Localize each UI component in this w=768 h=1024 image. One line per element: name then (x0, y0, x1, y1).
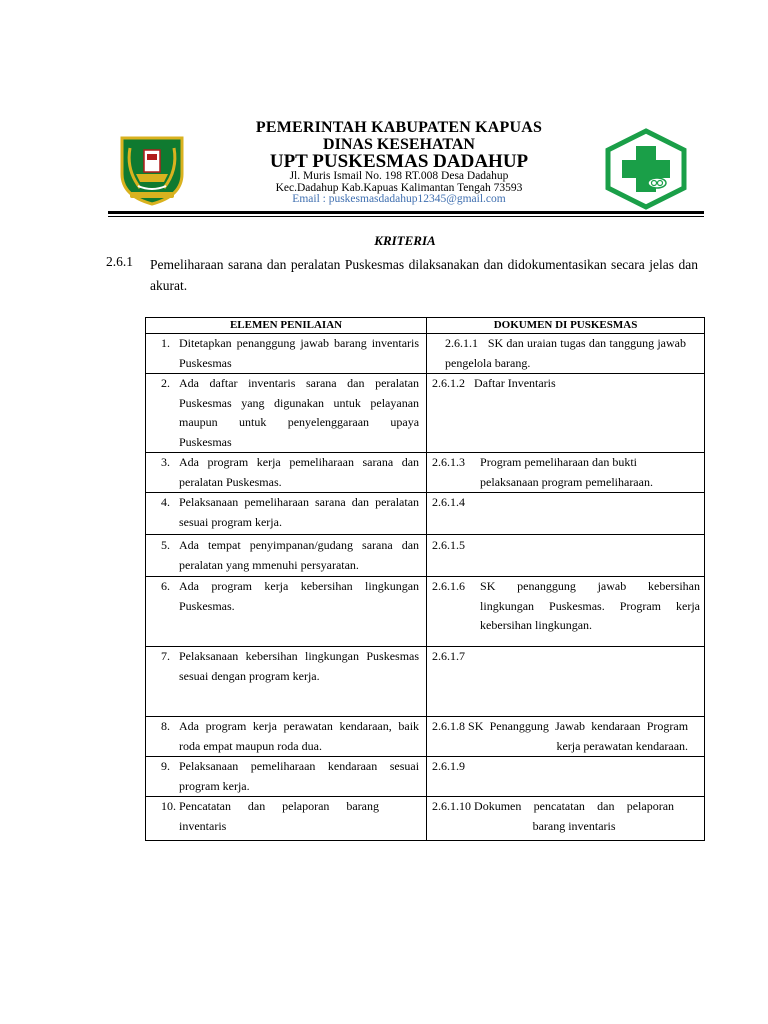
dokumen-code: 2.6.1.6 (432, 579, 466, 593)
table-row (146, 535, 705, 577)
section-title: KRITERIA (374, 233, 436, 248)
elemen-cell (146, 577, 427, 647)
table-row (146, 797, 705, 841)
row-number: 3. (161, 455, 170, 469)
dokumen-text: Dokumen pencatatan dan pelaporan barang inventaris (474, 799, 675, 833)
dokumen-code: 2.6.1.3 (432, 455, 466, 469)
elemen-cell (146, 757, 427, 797)
header-email[interactable]: Email : puskesmasdadahup12345@gmail.com (292, 193, 506, 205)
kabupaten-kapuas-emblem-icon (116, 130, 188, 206)
elemen-text: Ada tempat penyimpanan/gudang sarana dan peralatan yang mmenuhi persyaratan. (179, 538, 420, 572)
criterion-number: 2.6.1 (106, 254, 133, 269)
dokumen-text: SK Penanggung Jawab kendaraan Program kerja perawatan kendaraan. (468, 719, 689, 753)
elemen-cell (146, 535, 427, 577)
letterhead-rule-thin (108, 216, 704, 217)
table-row (146, 453, 705, 493)
dokumen-code: 2.6.1.9 (432, 759, 466, 773)
elemen-text: Ada program kerja pemeliharaan sarana dan peralatan Puskesmas. (179, 455, 420, 489)
dokumen-cell (427, 453, 705, 493)
header-address-line-1: Jl. Muris Ismail No. 198 RT.008 Desa Dadahup (289, 170, 509, 182)
elemen-text: Pelaksanaan kebersihan lingkungan Puskesmas sesuai dengan program kerja. (179, 649, 420, 683)
assessment-table (145, 317, 705, 841)
row-number: 7. (161, 649, 170, 663)
dokumen-code: 2.6.1.10 (432, 799, 472, 813)
dokumen-cell (427, 577, 705, 647)
row-number: 6. (161, 579, 170, 593)
elemen-cell (146, 797, 427, 841)
letterhead-rule-thick (108, 211, 704, 214)
table-row (146, 647, 705, 717)
elemen-text: Pelaksanaan pemeliharaan kendaraan sesuai program kerja. (179, 759, 420, 793)
elemen-cell (146, 374, 427, 453)
row-number: 5. (161, 538, 170, 552)
dokumen-text: SK penanggung jawab kebersihan lingkungan Puskesmas. Program kerja kebersihan lingkungan. (480, 579, 700, 632)
header-address-line-2: Kec.Dadahup Kab.Kapuas Kalimantan Tengah 73593 (275, 182, 523, 194)
dokumen-cell (427, 797, 705, 841)
row-number: 8. (161, 719, 170, 733)
dokumen-text: Daftar Inventaris (474, 376, 556, 390)
table-row (146, 717, 705, 757)
table-row (146, 577, 705, 647)
dokumen-cell (427, 334, 705, 374)
header-government: PEMERINTAH KABUPATEN KAPUAS (255, 119, 543, 136)
elemen-text: Ada daftar inventaris sarana dan peralatan Puskesmas yang digunakan untuk pelayanan maupun untuk penyelenggaraan upaya Puskesmas (179, 376, 420, 449)
table-row (146, 493, 705, 535)
dokumen-cell (427, 647, 705, 717)
elemen-cell (146, 493, 427, 535)
dokumen-code: 2.6.1.1 (445, 336, 479, 350)
dokumen-cell (427, 717, 705, 757)
header-puskesmas: UPT PUSKESMAS DADAHUP (269, 151, 529, 172)
header-agency: DINAS KESEHATAN (323, 136, 475, 153)
puskesmas-cross-logo-icon (604, 128, 688, 210)
row-number: 10. (161, 799, 176, 813)
dokumen-code: 2.6.1.8 (432, 719, 466, 733)
row-number: 4. (161, 495, 170, 509)
dokumen-cell (427, 757, 705, 797)
dokumen-code: 2.6.1.2 (432, 376, 466, 390)
elemen-cell (146, 334, 427, 374)
elemen-text: Ditetapkan penanggung jawab barang inventaris Puskesmas (179, 336, 420, 370)
dokumen-code: 2.6.1.4 (432, 495, 466, 509)
letterhead (0, 0, 768, 220)
row-number: 1. (161, 336, 170, 350)
dokumen-cell (427, 535, 705, 577)
header-dokumen: DOKUMEN DI PUSKESMAS (427, 318, 705, 334)
table-row (146, 374, 705, 453)
table-row (146, 334, 705, 374)
header-elemen: ELEMEN PENILAIAN (146, 318, 427, 334)
dokumen-code: 2.6.1.5 (432, 538, 466, 552)
table-header-row (146, 318, 705, 334)
elemen-text: Pelaksanaan pemeliharaan sarana dan peralatan sesuai program kerja. (179, 495, 420, 529)
row-number: 2. (161, 376, 170, 390)
criterion-text: Pemeliharaan sarana dan peralatan Puskesmas dilaksanakan dan didokumentasikan secara jelas dan akurat. (150, 257, 698, 293)
dokumen-cell (427, 493, 705, 535)
dokumen-code: 2.6.1.7 (432, 649, 466, 663)
dokumen-cell (427, 374, 705, 453)
elemen-text: Ada program kerja perawatan kendaraan, baik roda empat maupun roda dua. (179, 719, 420, 753)
elemen-cell (146, 453, 427, 493)
elemen-cell (146, 647, 427, 717)
row-number: 9. (161, 759, 170, 773)
elemen-cell (146, 717, 427, 757)
elemen-text: Pencatatan dan pelaporan barang inventaris (179, 799, 379, 833)
elemen-text: Ada program kerja kebersihan lingkungan Puskesmas. (179, 579, 420, 613)
dokumen-text: SK dan uraian tugas dan tanggung jawab pengelola barang. (445, 336, 686, 370)
table-row (146, 757, 705, 797)
dokumen-text: Program pemeliharaan dan bukti pelaksanaan program pemeliharaan. (480, 455, 653, 489)
